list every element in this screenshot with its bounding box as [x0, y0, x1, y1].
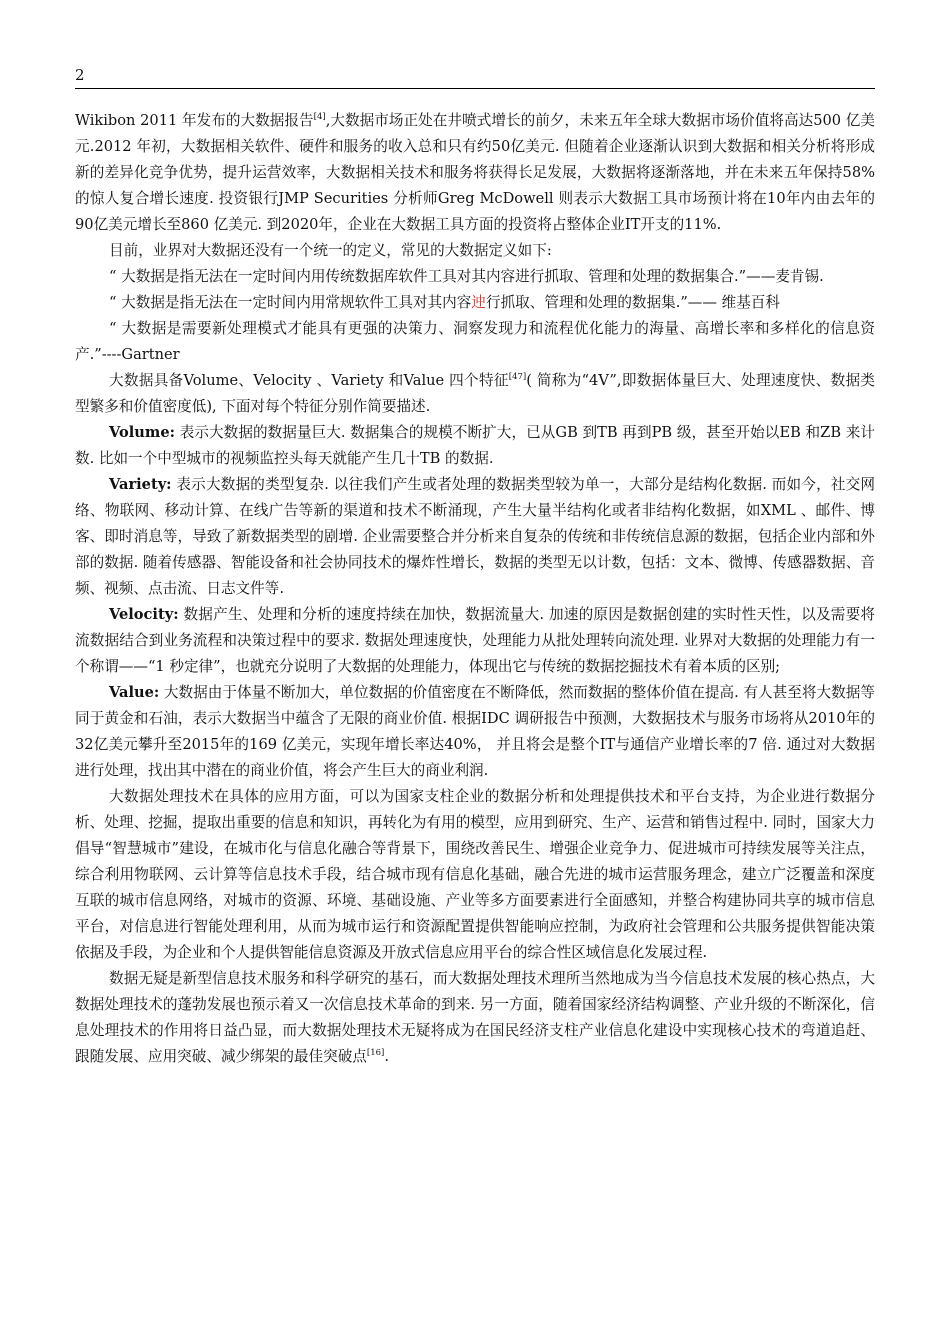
text-run: 大数据由于体量不断加大，单位数据的价值密度在不断降低，然而数据的整体价值在提高. 有人甚至将大数据等同于黄金和石油，表示大数据当中蕴含了无限的商业价值. 根据IDC 调研报告中预测，大数据技术与服务市场将从2010年的32亿美元攀升至2015年的169 亿美元，实现年增长率达40%， 并且将会是整个IT与通信产业增长率的7 倍. 通过对大数据进行处理，找出其中潜在的商业价值，将会产生巨大的商业利润. [75, 684, 875, 779]
text-run: “ 大数据是指无法在一定时间内用传统数据库软件工具对其内容进行抓取、管理和处理的数据集合.”——麦肯锡. [109, 268, 824, 285]
text-run: 大数据处理技术在具体的应用方面，可以为国家支柱企业的数据分析和处理提供技术和平台支持，为企业进行数据分析、处理、挖掘，提取出重要的信息和知识，再转化为有用的模型，应用到研究、生产、运营和销售过程中. 同时，国家大力倡导“智慧城市”建设，在城市化与信息化融合等背景下，围绕改善民生、增强企业竞争力、促进城市可持续发展等关注点，综合利用物联网、云计算等信息技术手段，结合城市现有信息化基础，融合先进的城市运营服务理念，建立广泛覆盖和深度互联的城市信息网络，对城市的资源、环境、基础设施、产业等多方面要素进行全面感知，并整合构建协同共享的城市信息平台，对信息进行智能处理利用，从而为城市运行和资源配置提供智能响应控制，为政府社会管理和公共服务提供智能决策依据及手段，为企业和个人提供智能信息资源及开放式信息应用平台的综合性区域信息化发展过程. [75, 788, 875, 961]
citation-ref: [16] [366, 1048, 385, 1058]
paragraph-p12 [75, 966, 875, 1070]
text-run: ( 简称为“4V”,即数据体量巨大、处理速度快、数据类型繁多和价值密度低), 下面对每个特征分别作简要描述. [75, 372, 875, 415]
feature-term: Value: [109, 684, 160, 701]
highlighted-char: 迚 [471, 294, 486, 311]
paragraph-p7 [75, 420, 875, 472]
text-run: . [384, 1048, 389, 1065]
feature-term: Velocity: [109, 606, 179, 623]
text-run: Wikibon 2011 年发布的大数据报告 [75, 112, 314, 129]
paragraph-p9 [75, 602, 875, 680]
text-run: 表示大数据的数据量巨大. 数据集合的规模不断扩大，已从GB 到TB 再到PB 级，甚至开始以EB 和ZB 来计数. 比如一个中型城市的视频监控头每天就能产生几十TB 的数据. [75, 424, 875, 467]
text-run: 数据无疑是新型信息技术服务和科学研究的基石，而大数据处理技术理所当然地成为当今信息技术发展的核心热点，大数据处理技术的蓬勃发展也预示着又一次信息技术革命的到来. 另一方面，随着国家经济结构调整、产业升级的不断深化，信息处理技术的作用将日益凸显，而大数据处理技术无疑将成为在国民经济支柱产业信息化建设中实现核心技术的弯道追赶、跟随发展、应用突破、减少绑架的最佳突破点 [75, 970, 875, 1065]
text-run: 表示大数据的类型复杂. 以往我们产生或者处理的数据类型较为单一，大部分是结构化数据. 而如今，社交网络、物联网、移动计算、在线广告等新的渠道和技术不断涌现，产生大量半结构化或者非结构化数据，如XML 、邮件、博客、即时消息等，导致了新数据类型的剧增. 企业需要整合并分析来自复杂的传统和非传统信息源的数据，包括企业内部和外部的数据. 随着传感器、智能设备和社会协同技术的爆炸性增长，数据的类型无以计数，包括：文本、微博、传感器数据、音频、视频、点击流、日志文件等. [75, 476, 875, 597]
text-run: “ 大数据是指无法在一定时间内用常规软件工具对其内容 [109, 294, 472, 311]
paragraph-p3 [75, 264, 875, 290]
paragraph-p1 [75, 108, 875, 238]
text-run: 数据产生、处理和分析的速度持续在加快，数据流量大. 加速的原因是数据创建的实时性天性，以及需要将流数据结合到业务流程和决策过程中的要求. 数据处理速度快，处理能力从批处理转向流处理. 业界对大数据的处理能力有一个称谓——“1 秒定律”，也就充分说明了大数据的处理能力，体现出它与传统的数据挖掘技术有着本质的区别; [75, 606, 875, 675]
body-text [75, 108, 875, 1070]
text-run: ,大数据市场正处在井喷式增长的前夕，未来五年全球大数据市场价值将高达500 亿美元.2012 年初，大数据相关软件、硬件和服务的收入总和只有约50亿美元. 但随着企业逐渐认识到大数据和相关分析将形成新的差异化竞争优势，提升运营效率，大数据相关技术和服务将获得长足发展，大数据将逐渐落地，并在未来五年保持58% 的惊人复合增长速度. 投资银行JMP Securities 分析师Greg McDowell 则表示大数据工具市场预计将在10年内由去年的90亿美元增长至860 亿美元. 到2020年，企业在大数据工具方面的投资将占整体企业IT开支的11%. [75, 112, 875, 233]
citation-ref: [4] [313, 112, 326, 122]
paragraph-p11 [75, 784, 875, 966]
header-rule [75, 88, 875, 89]
paragraph-p4 [75, 290, 875, 316]
paragraph-p10 [75, 680, 875, 784]
feature-term: Variety: [109, 476, 172, 493]
text-run: 行抓取、管理和处理的数据集.”—— 维基百科 [485, 294, 780, 311]
paragraph-p2 [75, 238, 875, 264]
paragraph-p8 [75, 472, 875, 602]
paragraph-p5 [75, 316, 875, 368]
feature-term: Volume: [109, 424, 175, 441]
citation-ref: [47] [508, 372, 527, 382]
text-run: 大数据具备Volume、Velocity 、Variety 和Value 四个特征 [109, 372, 509, 389]
page-number: 2 [75, 66, 85, 84]
paragraph-p6 [75, 368, 875, 420]
text-run: 目前，业界对大数据还没有一个统一的定义，常见的大数据定义如下: [109, 242, 552, 259]
text-run: “ 大数据是需要新处理模式才能具有更强的决策力、洞察发现力和流程优化能力的海量、高增长率和多样化的信息资产.”----Gartner [75, 320, 875, 363]
